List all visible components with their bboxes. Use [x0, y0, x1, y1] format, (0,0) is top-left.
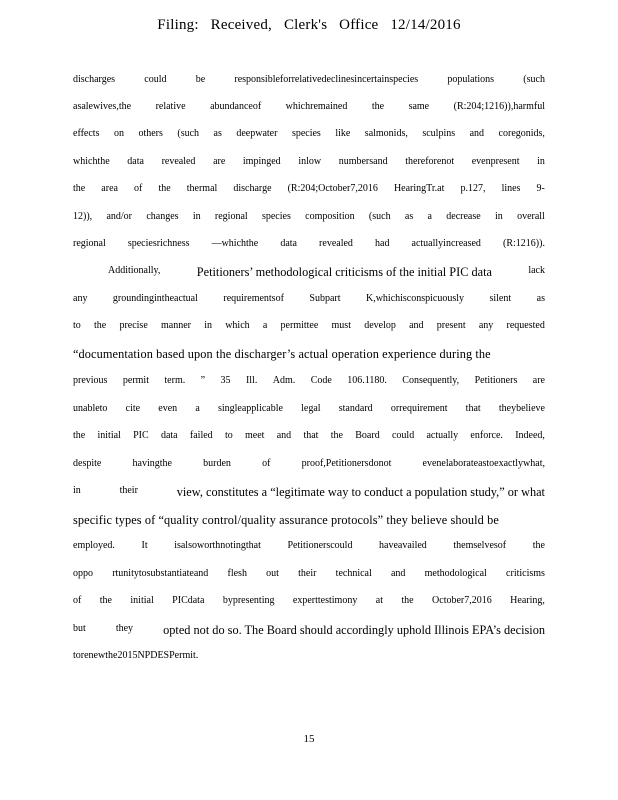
text-segment: rtunitytosubstantiateand — [112, 568, 209, 579]
text-line — [73, 128, 545, 139]
text-segment: data — [160, 430, 178, 441]
text-segment: groundingintheactual — [112, 293, 198, 304]
text-line — [73, 540, 545, 551]
text-segment: as — [213, 128, 222, 139]
text-segment: data — [280, 238, 297, 249]
text-segment: inlow — [298, 156, 322, 167]
text-segment: NPDES — [137, 650, 170, 661]
text-segment: the — [94, 320, 107, 331]
text-line — [73, 513, 545, 528]
text-segment: themselvesof — [453, 540, 507, 551]
text-segment: any — [73, 293, 88, 304]
text-segment: a — [195, 403, 200, 414]
text-line — [73, 293, 545, 304]
text-segment: species — [291, 128, 321, 139]
text-segment: orrequirement — [390, 403, 448, 414]
text-segment: whichthe — [73, 156, 110, 167]
text-line — [73, 595, 545, 606]
text-segment: others — [138, 128, 163, 139]
text-segment: the — [330, 430, 343, 441]
text-segment: manner — [160, 320, 191, 331]
text-segment: K,whichisconspicuously — [365, 293, 465, 304]
text-segment: the — [73, 430, 86, 441]
text-segment: responsibleforrelativedeclinesincertainspecies — [234, 74, 419, 85]
text-segment: could — [391, 430, 415, 441]
text-segment: PIC — [133, 430, 149, 441]
text-segment: 12)), — [73, 211, 93, 222]
text-segment: 2015 — [117, 650, 138, 661]
text-segment: like — [335, 128, 351, 139]
text-segment: decrease — [446, 211, 481, 222]
text-segment: Adm. — [272, 375, 296, 386]
text-segment: Additionally, — [108, 265, 161, 276]
text-segment: had — [375, 238, 390, 249]
text-segment: cite — [125, 403, 141, 414]
text-segment: but — [73, 623, 86, 634]
text-segment: Petitioners — [474, 375, 518, 386]
text-segment: unableto — [73, 403, 108, 414]
text-segment: Permit. — [169, 650, 199, 661]
text-segment: Ill. — [245, 375, 258, 386]
text-segment: meet — [245, 430, 265, 441]
text-line — [73, 375, 545, 386]
text-segment: data — [127, 156, 144, 167]
text-segment: asalewives,the — [73, 101, 132, 112]
text-segment: as — [536, 293, 545, 304]
text-segment: are — [213, 156, 226, 167]
text-segment: initial — [97, 430, 121, 441]
text-line — [73, 320, 545, 331]
text-segment: deepwater — [236, 128, 278, 139]
text-segment: theybelieve — [498, 403, 545, 414]
text-segment: in — [73, 485, 81, 496]
text-segment: to — [73, 320, 81, 331]
page-number: 15 — [303, 733, 315, 745]
text-segment: that — [303, 430, 319, 441]
text-segment: even — [158, 403, 178, 414]
text-segment: their — [119, 485, 138, 496]
text-segment: Petitionerscould — [287, 540, 353, 551]
text-segment: coregonids, — [498, 128, 545, 139]
text-segment: the — [401, 595, 414, 606]
text-segment: despite — [73, 458, 102, 469]
text-segment: precise — [119, 320, 148, 331]
text-segment: lack — [528, 265, 545, 276]
text-segment: whichremained — [285, 101, 348, 112]
text-segment: (such — [177, 128, 200, 139]
text-segment: regional — [214, 211, 248, 222]
text-segment: on — [113, 128, 124, 139]
text-segment: to — [224, 430, 233, 441]
text-segment: in — [494, 211, 503, 222]
text-segment: composition — [305, 211, 355, 222]
text-segment: silent — [489, 293, 512, 304]
text-segment: any — [478, 320, 494, 331]
text-segment: overall — [517, 211, 545, 222]
text-segment: proof,Petitionersdonot — [301, 458, 392, 469]
text-segment: a — [427, 211, 432, 222]
text-segment: and/or — [106, 211, 133, 222]
text-segment: experttestimony — [292, 595, 358, 606]
text-segment: are — [532, 375, 545, 386]
text-segment: burden — [203, 458, 231, 469]
text-segment: sculpins — [422, 128, 456, 139]
text-segment: PICdata — [172, 595, 205, 606]
text-segment: haveavailed — [379, 540, 427, 551]
text-segment: legal — [301, 403, 321, 414]
text-segment: singleapplicable — [217, 403, 283, 414]
text-segment: standard — [338, 403, 373, 414]
text-segment: to — [73, 650, 81, 661]
text-segment: lines — [501, 183, 521, 194]
text-segment: populations — [447, 74, 495, 85]
text-line — [73, 74, 545, 85]
text-segment: (such — [523, 74, 545, 85]
text-segment: and — [469, 128, 485, 139]
text-segment: they — [115, 623, 134, 634]
text-segment: opted not do so. The Board should accordingly uphold Illinois EPA’s decision — [163, 623, 545, 637]
text-line — [73, 568, 545, 579]
text-segment: actuallyincreased — [411, 238, 481, 249]
text-segment: (R:1216)). — [503, 238, 545, 249]
text-segment: and — [390, 568, 406, 579]
text-segment: speciesrichness — [127, 238, 190, 249]
text-segment: effects — [73, 128, 100, 139]
text-segment: and — [409, 320, 424, 331]
text-segment: regional — [73, 238, 106, 249]
text-segment: HearingTr.at — [393, 183, 445, 194]
text-segment: which — [225, 320, 250, 331]
text-segment: the — [532, 540, 545, 551]
text-segment: their — [298, 568, 317, 579]
text-segment: relative — [155, 101, 186, 112]
text-segment: oppo — [73, 568, 93, 579]
text-segment: of — [73, 595, 82, 606]
text-line — [73, 403, 545, 414]
text-segment: specific types of “quality control/quality assurance protocols” they believe should be — [73, 513, 499, 527]
text-segment: October7,2016 — [432, 595, 492, 606]
text-segment: (such — [368, 211, 391, 222]
text-segment: flesh — [227, 568, 247, 579]
text-segment: permit — [122, 375, 149, 386]
text-segment: renew — [80, 650, 106, 661]
text-segment: thermal — [186, 183, 218, 194]
text-line — [73, 211, 545, 222]
text-segment: It — [141, 540, 148, 551]
text-segment: actually — [426, 430, 459, 441]
text-line — [73, 623, 545, 638]
text-segment: changes — [146, 211, 179, 222]
text-segment: Petitioners’ methodological criticisms of the initial PIC data — [196, 265, 492, 279]
text-segment: discharges — [73, 74, 116, 85]
text-segment: havingthe — [132, 458, 172, 469]
text-segment: the — [99, 595, 112, 606]
text-line — [108, 265, 545, 280]
text-segment: technical — [335, 568, 372, 579]
text-segment: evenelaborateastoexactlywhat, — [422, 458, 545, 469]
text-line — [73, 650, 545, 661]
text-line — [73, 430, 545, 441]
text-segment: the — [158, 183, 171, 194]
text-segment: that — [465, 403, 481, 414]
text-segment: evenpresent — [471, 156, 520, 167]
text-segment: at — [375, 595, 383, 606]
text-segment: isalsoworthnotingthat — [174, 540, 261, 551]
text-segment: Subpart — [309, 293, 341, 304]
text-segment: a — [262, 320, 268, 331]
text-line — [73, 485, 545, 500]
text-line — [73, 347, 545, 362]
text-segment: must — [331, 320, 351, 331]
text-segment: present — [436, 320, 466, 331]
text-segment: methodological — [424, 568, 487, 579]
text-segment: Consequently, — [402, 375, 460, 386]
text-segment: out — [266, 568, 279, 579]
text-segment: 35 — [220, 375, 231, 386]
text-line — [73, 458, 545, 469]
text-segment: of — [134, 183, 143, 194]
text-line — [73, 183, 545, 194]
text-segment: area — [101, 183, 118, 194]
text-segment: (R:204;October7,2016 — [287, 183, 378, 194]
text-line — [73, 156, 545, 167]
text-segment: bypresenting — [222, 595, 275, 606]
text-segment: numbersand — [338, 156, 388, 167]
text-segment: and — [276, 430, 292, 441]
text-segment: employed. — [73, 540, 115, 551]
text-segment: “documentation based upon the discharger’s actual operation experience during the — [73, 347, 491, 361]
text-segment: in — [204, 320, 212, 331]
text-segment: could — [144, 74, 167, 85]
text-segment: of — [262, 458, 271, 469]
text-segment: requirementsof — [223, 293, 284, 304]
text-segment: 106.1180. — [347, 375, 387, 386]
text-segment: ” — [200, 375, 206, 386]
text-segment: the — [371, 101, 385, 112]
text-segment: be — [195, 74, 206, 85]
text-line — [73, 101, 545, 112]
text-segment: abundanceof — [210, 101, 262, 112]
text-segment: (R:204;1216)),harmful — [453, 101, 545, 112]
text-segment: species — [261, 211, 291, 222]
text-segment: in — [537, 156, 545, 167]
text-segment: 9- — [536, 183, 545, 194]
text-segment: failed — [189, 430, 213, 441]
text-segment: —whichthe — [211, 238, 259, 249]
text-segment: term. — [164, 375, 186, 386]
text-segment: develop — [364, 320, 396, 331]
text-segment: Indeed, — [515, 430, 545, 441]
text-segment: salmonids, — [364, 128, 408, 139]
text-segment: Board — [355, 430, 380, 441]
text-segment: revealed — [161, 156, 196, 167]
text-segment: discharge — [233, 183, 272, 194]
text-line — [73, 238, 545, 249]
text-segment: p.127, — [460, 183, 486, 194]
text-segment: as — [404, 211, 414, 222]
text-segment: thereforenot — [405, 156, 455, 167]
text-segment: permittee — [280, 320, 319, 331]
text-segment: Hearing, — [510, 595, 545, 606]
text-segment: enforce. — [470, 430, 503, 441]
text-segment: the — [73, 183, 86, 194]
text-segment: in — [192, 211, 201, 222]
text-segment: view, constitutes a “legitimate way to conduct a population study,” or what — [176, 485, 545, 499]
text-segment: the — [105, 650, 118, 661]
text-segment: initial — [130, 595, 154, 606]
text-segment: same — [408, 101, 430, 112]
filing-header: Filing: Received, Clerk's Office 12/14/2016 — [157, 17, 461, 33]
text-segment: criticisms — [506, 568, 545, 579]
text-segment: previous — [73, 375, 108, 386]
text-segment: Code — [310, 375, 332, 386]
text-segment: impinged — [242, 156, 281, 167]
text-segment: revealed — [319, 238, 353, 249]
text-segment: requested — [506, 320, 545, 331]
